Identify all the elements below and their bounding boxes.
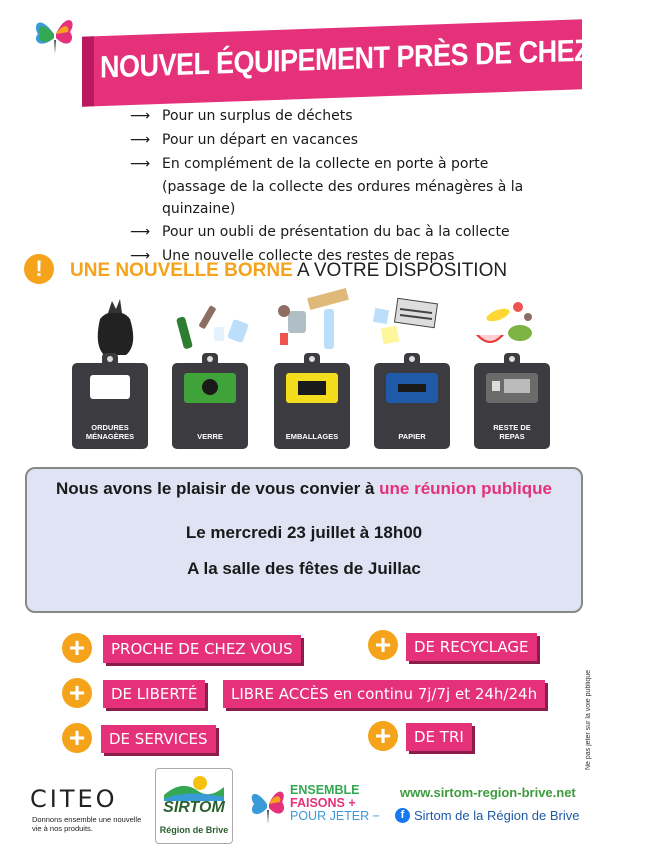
citeo-tagline: Donnons ensemble une nouvelle vie à nos produits. <box>32 815 142 833</box>
bins-illustration <box>70 295 550 455</box>
plus-icon: + <box>62 678 92 708</box>
bin-reste-de-repas: RESTE DE REPAS <box>474 363 550 449</box>
litter-notice: Ne pas jeter sur la voie publique <box>585 669 592 770</box>
invitation-highlight: une réunion publique <box>379 479 552 498</box>
list-item: ⟶ Pour un surplus de déchets <box>130 104 600 128</box>
meeting-place: A la salle des fêtes de Juillac <box>187 559 421 578</box>
citeo-logo: CITEO <box>30 785 118 813</box>
website-link[interactable]: www.sirtom-region-brive.net <box>400 785 576 800</box>
packaging-icon <box>272 289 358 359</box>
trash-bag-icon <box>90 295 140 357</box>
section-heading: UNE NOUVELLE BORNE A VOTRE DISPOSITION <box>70 260 508 281</box>
bin-slot <box>286 373 338 403</box>
tag-libre-acces: LIBRE ACCÈS en continu 7j/7j et 24h/24h <box>223 680 545 708</box>
sirtom-logo: SIRTOM Région de Brive <box>155 768 233 844</box>
bin-slot <box>386 373 438 403</box>
ensemble-slogan: ENSEMBLE FAISONS + POUR JETER − <box>290 783 380 823</box>
meeting-date: Le mercredi 23 juillet à 18h00 <box>185 523 423 542</box>
bin-slot <box>184 373 236 403</box>
tag-recyclage: DE RECYCLAGE <box>406 633 537 661</box>
plus-icon: + <box>368 721 398 751</box>
list-item: ⟶ En complément de la collecte en porte à porte (passage de la collecte des ordures ménagères à la quinzaine) <box>130 152 600 220</box>
bin-slot <box>90 375 130 399</box>
bin-emballages: EMBALLAGES <box>274 363 350 449</box>
page-title: NOUVEL ÉQUIPEMENT PRÈS DE CHEZ VOUS <box>100 30 672 85</box>
invitation-intro: Nous avons le plaisir de vous convier à une réunion publique <box>56 479 552 498</box>
food-scraps-icon <box>470 295 540 353</box>
exclamation-icon: ! <box>24 254 54 284</box>
plus-icon: + <box>368 630 398 660</box>
butterfly-icon <box>248 780 288 828</box>
glass-bottles-icon <box>174 295 254 357</box>
bin-papier: PAPIER <box>374 363 450 449</box>
arrow-right-icon: ⟶ <box>130 132 151 148</box>
bin-ordures-menageres: ORDURES MÉNAGÈRES <box>72 363 148 449</box>
arrow-right-icon: ⟶ <box>130 248 151 264</box>
tag-tri: DE TRI <box>406 723 472 751</box>
arrow-right-icon: ⟶ <box>130 156 151 172</box>
bin-slot <box>486 373 538 403</box>
arrow-right-icon: ⟶ <box>130 108 151 124</box>
butterfly-icon <box>30 10 80 60</box>
tag-liberte: DE LIBERTÉ <box>103 680 205 708</box>
list-item: ⟶ Pour un départ en vacances <box>130 128 600 152</box>
tag-proche: PROCHE DE CHEZ VOUS <box>103 635 301 663</box>
bin-verre: VERRE <box>172 363 248 449</box>
landscape-icon <box>164 773 224 801</box>
facebook-link[interactable]: f Sirtom de la Région de Brive <box>395 808 579 823</box>
plus-icon: + <box>62 723 92 753</box>
reasons-list <box>130 104 600 268</box>
invitation-box <box>25 467 583 613</box>
paper-icon <box>370 297 450 357</box>
list-item: ⟶ Pour un oubli de présentation du bac à la collecte <box>130 220 600 244</box>
list-item: ⟶ Une nouvelle collecte des restes de repas <box>130 244 600 268</box>
tag-services: DE SERVICES <box>101 725 216 753</box>
arrow-right-icon: ⟶ <box>130 224 151 240</box>
plus-icon: + <box>62 633 92 663</box>
facebook-icon: f <box>395 808 410 823</box>
list-item-note: (passage de la collecte des ordures ménagères à la quinzaine) <box>162 179 524 217</box>
